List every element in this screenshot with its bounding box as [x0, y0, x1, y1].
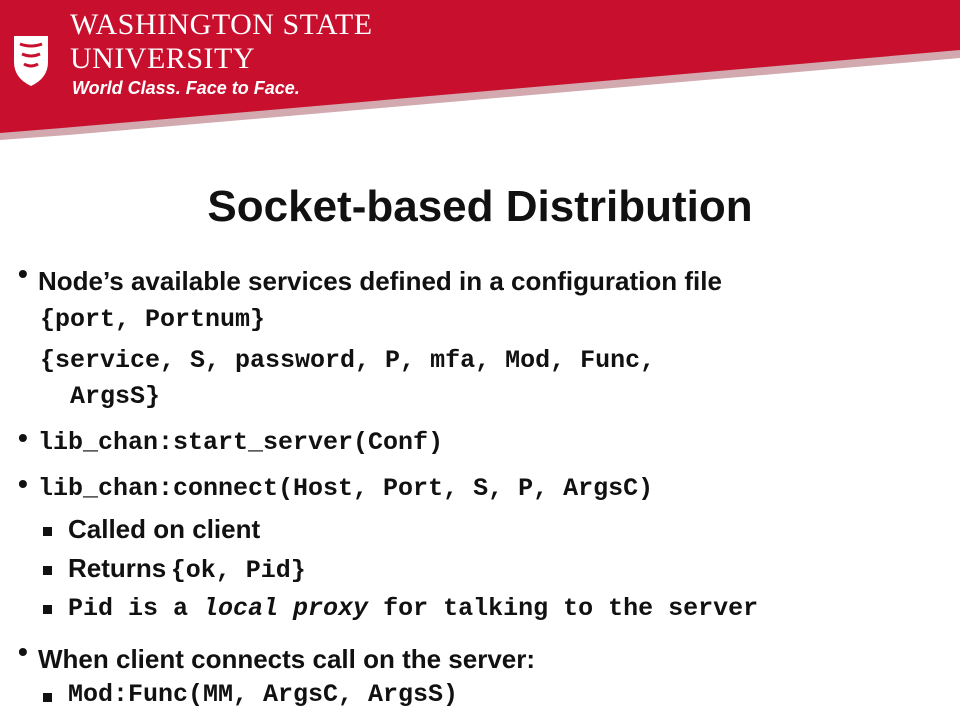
sub-bullet-square	[43, 605, 52, 614]
sub-bullet-mod-func: Mod:Func(MM, ArgsC, ArgsS)	[68, 680, 459, 709]
bullet-dot: •	[18, 636, 28, 667]
config-service-code-line1: {service, S, password, P, mfa, Mod, Func,	[40, 346, 656, 375]
sub-bullet-square	[43, 693, 52, 702]
bullet-client-connects: When client connects call on the server:	[38, 644, 536, 674]
pid-proxy-emphasis: local proxy	[203, 594, 369, 623]
sub-bullet-called-on-client: Called on client	[68, 514, 261, 544]
sub-bullet-returns	[68, 553, 306, 585]
university-tagline: World Class. Face to Face.	[72, 78, 300, 98]
pid-proxy-pre: Pid is a	[68, 594, 204, 623]
sub-bullet-square	[43, 566, 52, 575]
config-service-code-line2: ArgsS}	[70, 382, 161, 411]
sub-bullet-pid-proxy	[68, 594, 758, 623]
bullet-config-file: Node’s available services defined in a configuration file	[38, 266, 722, 296]
returns-code: {ok, Pid}	[170, 556, 306, 585]
bullet-start-server: lib_chan:start_server(Conf)	[38, 428, 444, 457]
slide-title: Socket-based Distribution	[207, 182, 753, 231]
returns-label: Returns	[68, 553, 167, 583]
bullet-connect: lib_chan:connect(Host, Port, S, P, ArgsC)	[38, 474, 654, 503]
university-name-line2: UNIVERSITY	[70, 42, 255, 75]
sub-bullet-square	[43, 527, 52, 536]
bullet-dot: •	[18, 422, 28, 453]
bullet-dot: •	[18, 258, 28, 289]
bullet-dot: •	[18, 468, 28, 499]
university-name-line1: WASHINGTON STATE	[70, 8, 373, 41]
pid-proxy-post: for talking to the server	[368, 594, 759, 623]
config-port-code: {port, Portnum}	[40, 305, 266, 334]
